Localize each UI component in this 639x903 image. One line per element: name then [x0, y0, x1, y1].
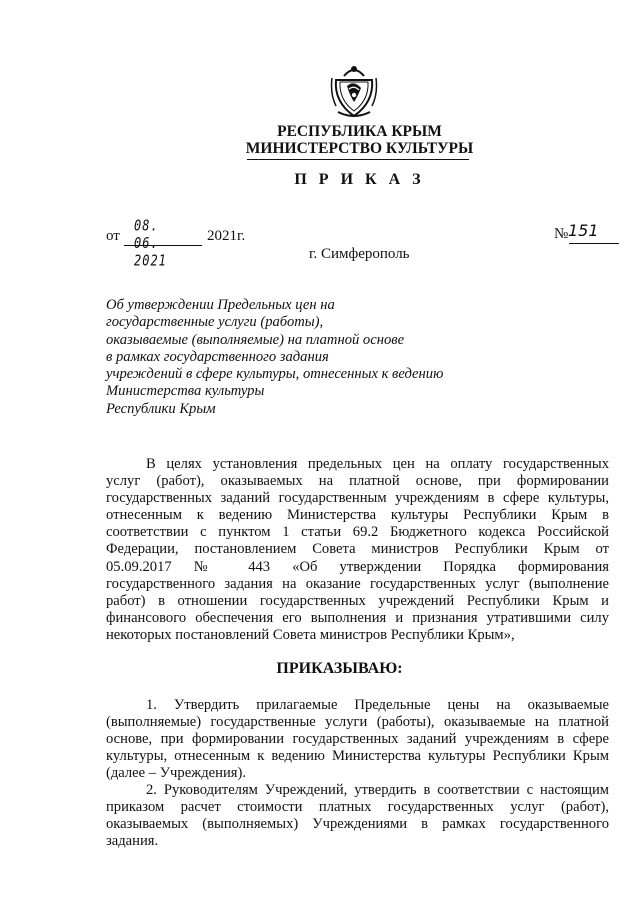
text-line: (далее – Учреждения).: [106, 765, 246, 782]
text-line: 1. Утвердить прилагаемые Предельные цены на оказываемые: [146, 697, 609, 713]
text-line: культуры, отнесенным к ведению Министерства культуры Республики Крым: [106, 748, 609, 765]
text-line: работ) в отношении государственных учреждений Республики Крым и: [106, 592, 609, 609]
ministry-title: МИНИСТЕРСТВО КУЛЬТУРЫ: [245, 140, 474, 157]
order-item-2: [106, 782, 609, 850]
text-line: финансового обеспечения его выполнения и признания утратившими силу: [106, 609, 609, 626]
subject-line: Министерства культуры: [106, 383, 265, 400]
coat-of-arms-emblem: [330, 62, 378, 120]
subject-line: государственные услуги (работы),: [106, 314, 324, 331]
handwritten-date: 08. 06. 2021: [134, 216, 167, 270]
text-line: государственных заданий государственным учреждениям в сфере культуры,: [106, 490, 609, 507]
subject-block: [106, 297, 506, 418]
republic-title: РЕСПУБЛИКА КРЫМ: [277, 123, 442, 140]
date-prefix: от: [106, 228, 120, 244]
subject-line: учреждений в сфере культуры, отнесенных к ведению: [106, 366, 444, 383]
city: г. Симферополь: [309, 246, 410, 262]
number-prefix: №: [554, 226, 569, 242]
preamble-paragraph: [106, 456, 609, 644]
text-line: задания.: [106, 833, 159, 850]
order-heading: ПРИКАЗЫВАЮ:: [276, 660, 403, 677]
text-line: соответствии с пунктом 1 статьи 69.2 Бюджетного кодекса Российской: [106, 524, 609, 541]
handwritten-number: 151: [568, 221, 599, 240]
text-line: основе, при формировании государственных заданий учреждениям в сфере: [106, 731, 609, 748]
number-underline: [569, 243, 619, 244]
year-suffix: 2021г.: [207, 228, 246, 244]
text-line: (выполняемые) государственные услуги (работы), оказываемые на платной: [106, 714, 609, 731]
subject-line: оказываемые (выполняемые) на платной основе: [106, 331, 405, 348]
header-divider: [247, 159, 469, 160]
subject-line: в рамках государственного задания: [106, 348, 329, 365]
subject-line: Республики Крым: [106, 400, 216, 417]
text-line: услуг (работ), оказываемых на платной основе, при формировании: [106, 473, 609, 490]
date-underline: [124, 245, 202, 246]
text-line: некоторых постановлений Совета министров Республики Крым»,: [106, 626, 515, 643]
order-number-field: [554, 221, 599, 243]
text-line: 2. Руководителям Учреждений, утвердить в соответствии с настоящим: [146, 782, 609, 798]
text-line: 05.09.2017 № 443 «Об утверждении Порядка формирования: [106, 558, 609, 575]
text-line: В целях установления предельных цен на оплату государственных: [146, 456, 609, 472]
text-line: оказываемых (выполняемых) Учреждениями в рамках государственного: [106, 816, 609, 833]
text-line: государственного задания на оказание государственных услуг (выполнение: [106, 575, 609, 592]
subject-line: Об утверждении Предельных цен на: [106, 297, 335, 313]
document-type-title: П Р И К А З: [294, 171, 425, 188]
text-line: Федерации, постановлением Совета министров Республики Крым от: [106, 541, 609, 558]
order-item-1: [106, 697, 609, 782]
text-line: отнесенным к ведению Министерства культуры Республики Крым в: [106, 507, 609, 524]
text-line: приказом расчет стоимости платных государственных услуг (работ),: [106, 799, 609, 816]
